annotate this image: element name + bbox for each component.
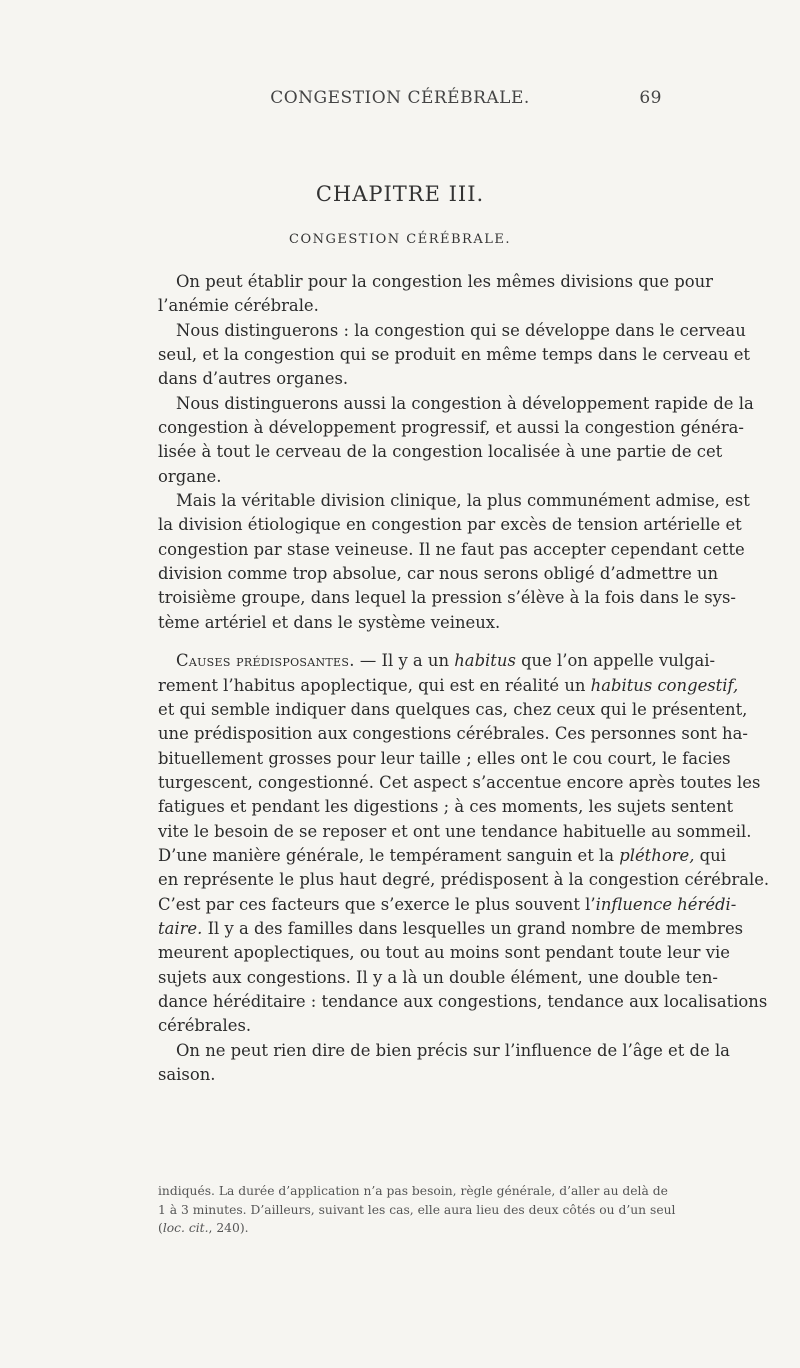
paragraph-1	[158, 270, 714, 319]
text-line: vite le besoin de se reposer et ont une tendance habituelle au sommeil.	[158, 821, 752, 841]
text-line: en représente le plus haut degré, prédisposent à la congestion cérébrale.	[158, 870, 770, 890]
paragraph-4	[158, 489, 750, 635]
text-line: On ne peut rien dire de bien précis sur l’influence de l’âge et de la	[176, 1040, 730, 1060]
text-line: fatigues et pendant les digestions ; à ces moments, les sujets sentent	[158, 797, 734, 817]
text-line: tème artériel et dans le système veineux.	[158, 612, 501, 632]
text-line: troisième groupe, dans lequel la pression s’élève à la fois dans le sys-	[158, 588, 736, 608]
text-line: sujets aux congestions. Il y a là un double élément, une double ten-	[158, 967, 718, 987]
text-line: et qui semble indiquer dans quelques cas, chez ceux qui le présentent,	[158, 699, 748, 719]
paragraph-2	[158, 319, 751, 392]
text-line: Mais la véritable division clinique, la plus communément admise, est	[176, 491, 750, 511]
running-head	[0, 88, 800, 112]
text-line: Nous distinguerons : la congestion qui se développe dans le cerveau	[176, 320, 746, 340]
chapter-title: CHAPITRE III.	[315, 182, 485, 206]
footnote-line: 1 à 3 minutes. D’ailleurs, suivant les cas, elle aura lieu des deux côtés ou d’un seul	[158, 1202, 676, 1217]
text-line: On peut établir pour la congestion les mêmes divisions que pour	[176, 272, 714, 291]
text-line: congestion par stase veineuse. Il ne faut pas accepter cependant cette	[158, 539, 745, 559]
text-line: seul, et la congestion qui se produit en même temps dans le cerveau et	[158, 345, 751, 365]
section-heading: Causes prédisposantes.	[176, 651, 355, 671]
text-line: Causes prédisposantes. — Il y a un habitus que l’on appelle vulgai-	[176, 651, 716, 671]
running-title: CONGESTION CÉRÉBRALE.	[270, 88, 530, 108]
text-line: taire. Il y a des familles dans lesquelles un grand nombre de membres	[158, 918, 744, 938]
text-line: C’est par ces facteurs que s’exerce le plus souvent l’influence hérédi-	[158, 894, 737, 914]
text-line: organe.	[158, 466, 222, 486]
text-line: dans d’autres organes.	[158, 369, 349, 389]
text-line: l’anémie cérébrale.	[158, 296, 319, 316]
text-line: rement l’habitus apoplectique, qui est en réalité un habitus congestif,	[158, 675, 739, 695]
text-line: Nous distinguerons aussi la congestion à développement rapide de la	[176, 393, 754, 413]
footnote	[158, 1182, 676, 1238]
text-line: lisée à tout le cerveau de la congestion localisée à une partie de cet	[158, 442, 723, 462]
paragraph-6	[158, 1039, 730, 1088]
footnote-line: (loc. cit., 240).	[158, 1221, 249, 1236]
text-line: cérébrales.	[158, 1016, 252, 1036]
page-number: 69	[639, 88, 662, 108]
chapter-subtitle: CONGESTION CÉRÉBRALE.	[289, 232, 511, 247]
text-line: la division étiologique en congestion par excès de tension artérielle et	[158, 515, 742, 535]
text-line: bituellement grosses pour leur taille ; elles ont le cou court, le facies	[158, 748, 731, 768]
text-line: D’une manière générale, le tempérament sanguin et la pléthore, qui	[158, 845, 726, 865]
text-line: congestion à développement progressif, et aussi la congestion généra-	[158, 418, 744, 438]
text-line: dance héréditaire : tendance aux congestions, tendance aux localisations	[158, 991, 768, 1011]
text-line: division comme trop absolue, car nous serons obligé d’admettre un	[158, 564, 719, 584]
body-text	[158, 270, 770, 1087]
text-line: une prédisposition aux congestions cérébrales. Ces personnes sont ha-	[158, 724, 748, 744]
paragraph-3	[158, 392, 754, 489]
footnote-line: indiqués. La durée d’application n’a pas besoin, règle générale, d’aller au delà de	[158, 1184, 668, 1198]
text-line: saison.	[158, 1065, 216, 1084]
text-line: turgescent, congestionné. Cet aspect s’accentue encore après toutes les	[158, 772, 761, 792]
text-line: meurent apoplectiques, ou tout au moins sont pendant toute leur vie	[158, 943, 730, 963]
paragraph-5	[158, 649, 770, 1039]
